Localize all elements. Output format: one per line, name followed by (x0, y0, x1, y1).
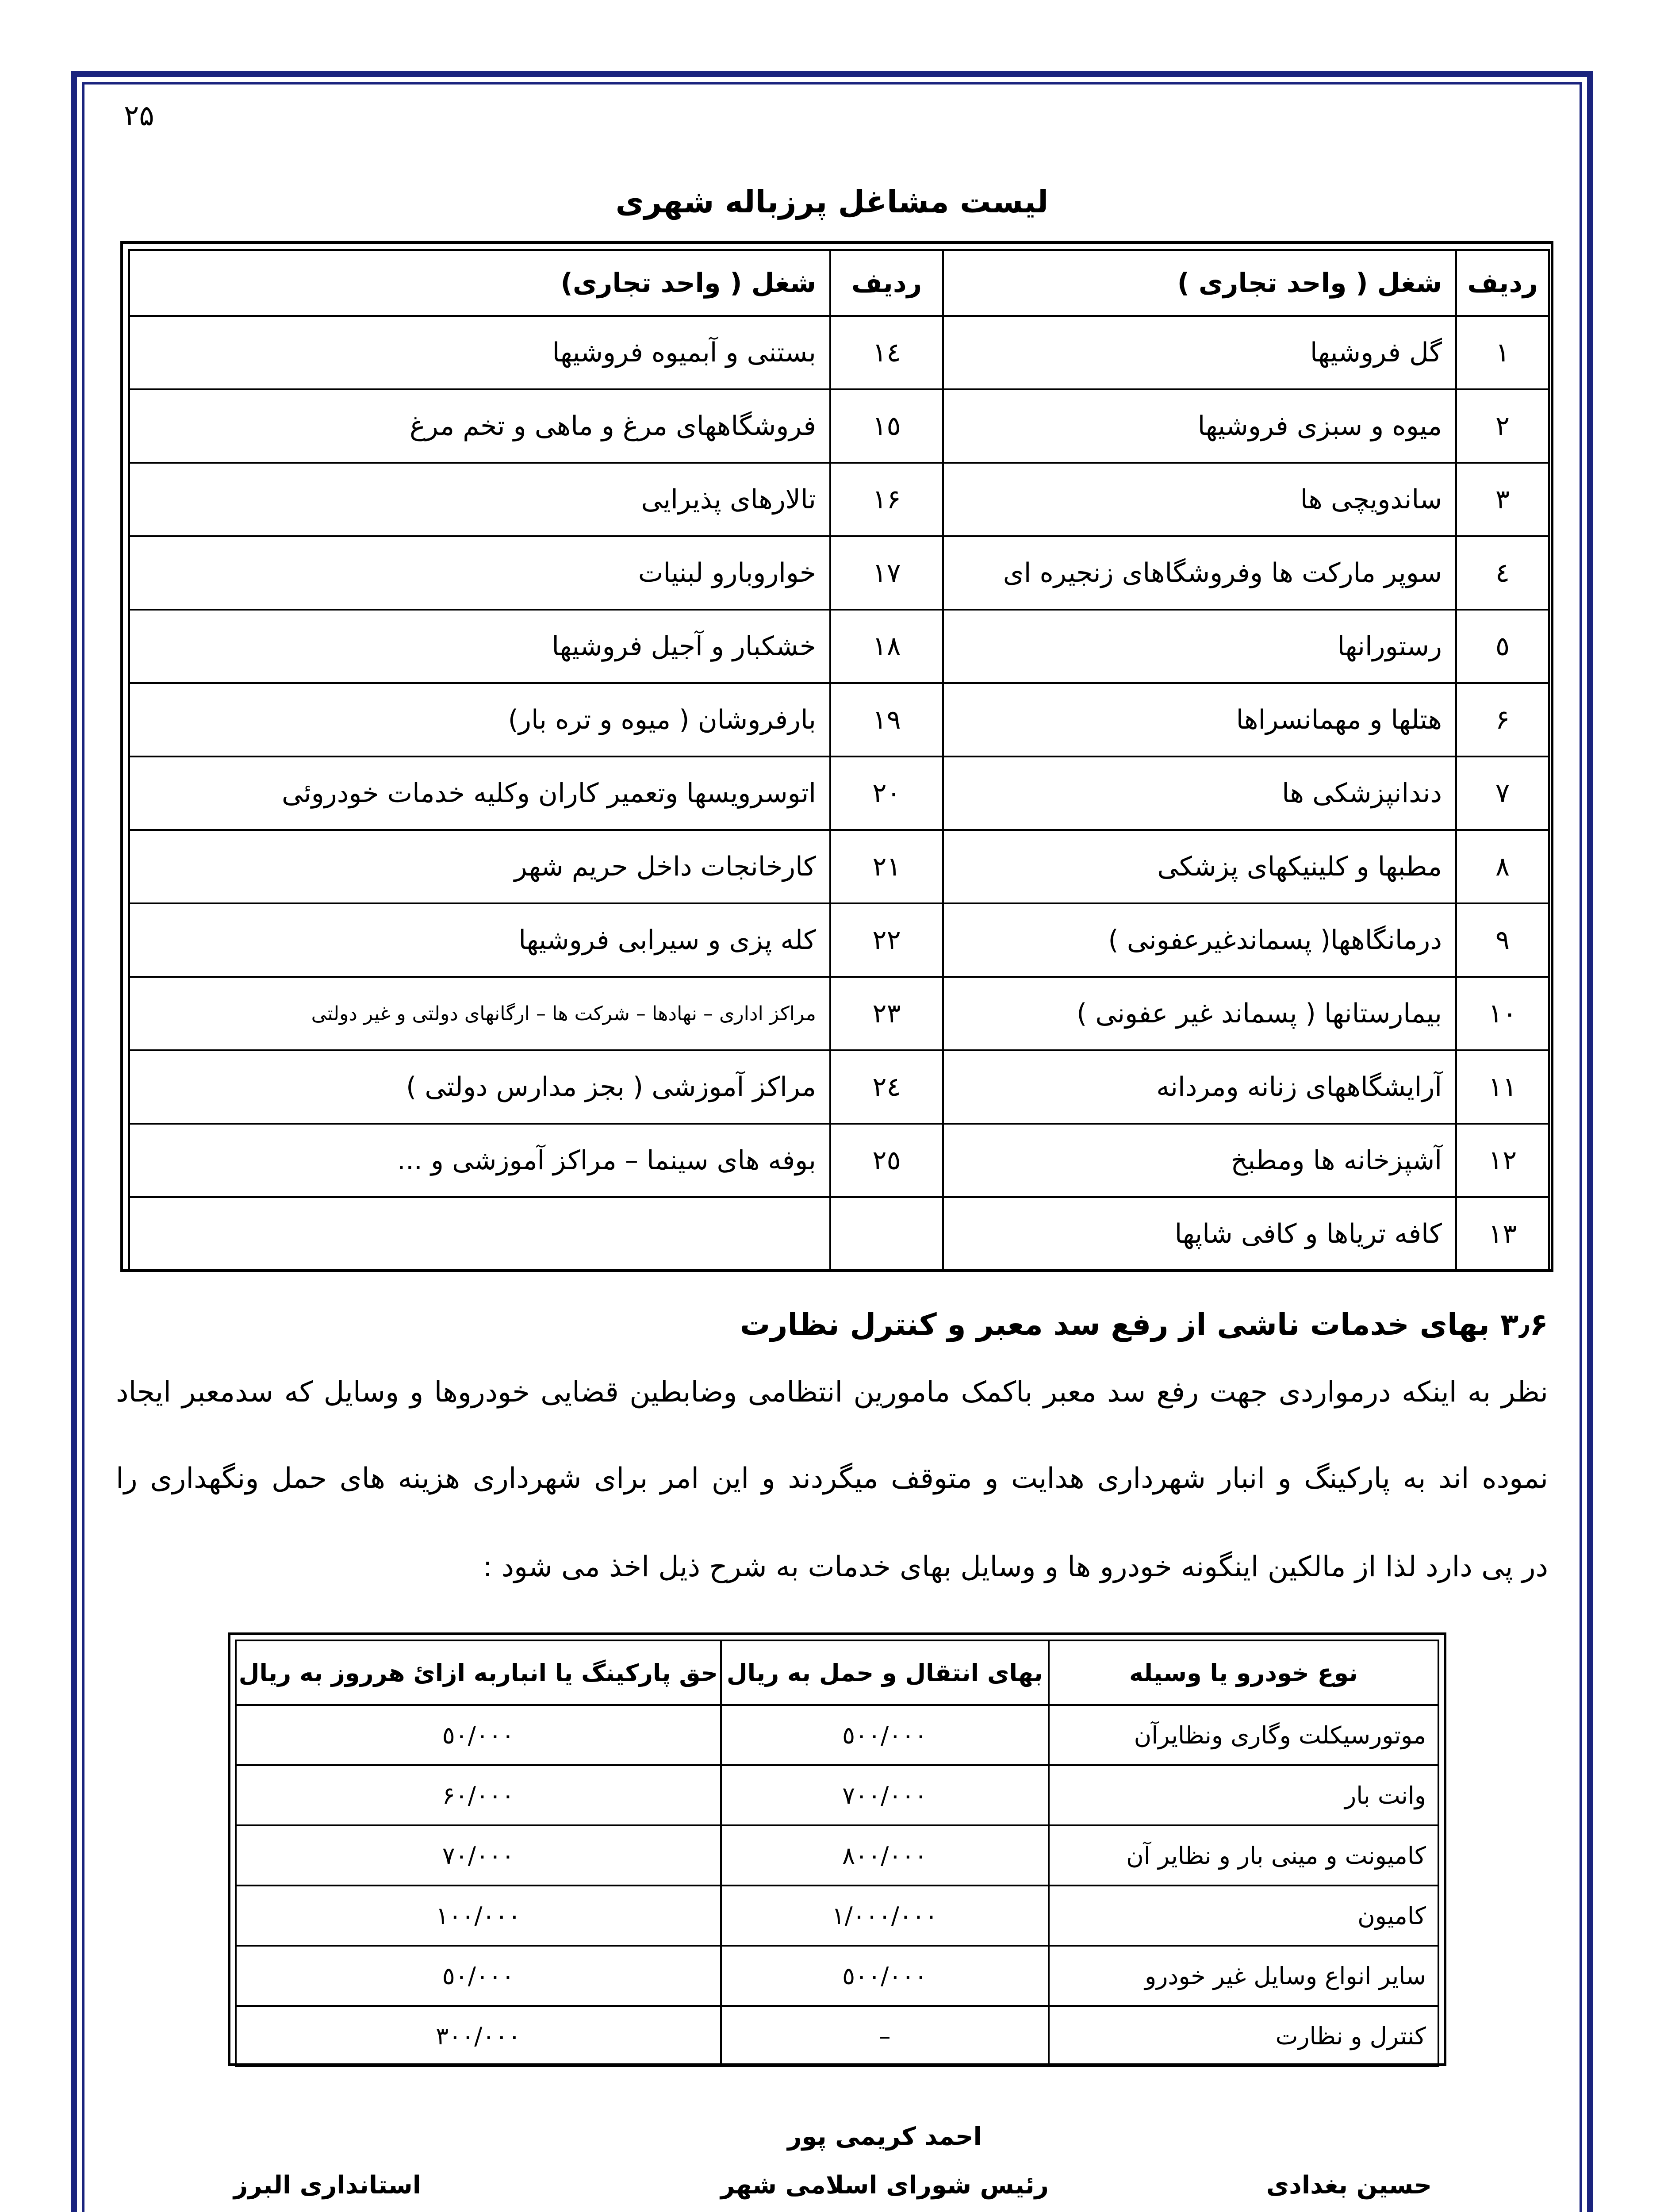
fees-table-frame (228, 1632, 1446, 2066)
row-number-right: ۱ (1456, 316, 1549, 389)
council-name: احمد کریمی پور (787, 2122, 982, 2151)
occupation-left: بستنی و آبمیوه فروشیها (129, 316, 830, 389)
row-number-right: ۱۲ (1456, 1124, 1549, 1197)
occupation-right: آشپزخانه ها ومطبخ (943, 1124, 1456, 1197)
occupations-table-row (129, 903, 1549, 977)
header-transport-fee: بهای انتقال و حمل به ریال (721, 1640, 1049, 1705)
occupations-header-row (129, 250, 1549, 316)
council-city (663, 2210, 1106, 2212)
occupations-table-row (129, 1197, 1549, 1271)
occupation-left (129, 1197, 830, 1271)
fees-table-row (236, 1825, 1438, 1886)
row-number-left: ۱۸ (830, 610, 943, 683)
row-number-right: ۳ (1456, 463, 1549, 536)
header-occupation-left: شغل ( واحد تجاری) (129, 250, 830, 316)
fees-table-row (236, 1946, 1438, 2006)
row-number-left: ۱۶ (830, 463, 943, 536)
parking-fee-cell: ۷۰/۰۰۰ (236, 1825, 721, 1886)
mayor-role (1194, 2210, 1504, 2212)
occupation-left: فروشگاههای مرغ و ماهی و تخم مرغ (129, 389, 830, 463)
occupations-table-row (129, 830, 1549, 903)
fees-table-row (236, 1886, 1438, 1946)
row-number-left: ۲٥ (830, 1124, 943, 1197)
occupation-left: تالارهای پذیرایی (129, 463, 830, 536)
occupation-left: خواروبارو لبنیات (129, 536, 830, 610)
row-number-right: ۱۳ (1456, 1197, 1549, 1271)
section-paragraph-line: در پی دارد لذا از مالکین اینگونه خودرو ها و وسایل بهای خدمات به شرح ذیل اخذ می شود : (483, 1551, 1548, 1583)
row-number-right: ۲ (1456, 389, 1549, 463)
occupation-left: مراکز اداری – نهادها – شرکت ها – ارگانهای دولتی و غیر دولتی (129, 977, 830, 1050)
vehicle-type-cell: موتورسیکلت وگاری ونظایرآن (1049, 1705, 1438, 1765)
signature-mayor (1194, 2161, 1504, 2212)
occupation-left: کارخانجات داخل حریم شهر (129, 830, 830, 903)
parking-fee-cell: ٥۰/۰۰۰ (236, 1946, 721, 2006)
occupation-left: بوفه های سینما – مراکز آموزشی و ... (129, 1124, 830, 1197)
occupation-left: بارفروشان ( میوه و تره بار) (129, 683, 830, 757)
row-number-left: ۱۹ (830, 683, 943, 757)
row-number-right: ۱۰ (1456, 977, 1549, 1050)
row-number-right: ۷ (1456, 757, 1549, 830)
occupations-table-row (129, 977, 1549, 1050)
transport-fee-cell: ۷۰۰/۰۰۰ (721, 1765, 1049, 1825)
occupations-table-title: لیست مشاغل پرزباله شهری (615, 184, 1049, 220)
transport-fee-cell: ٥۰۰/۰۰۰ (721, 1705, 1049, 1765)
occupation-left: مراکز آموزشی ( بجز مدارس دولتی ) (129, 1050, 830, 1124)
parking-fee-cell: ۶۰/۰۰۰ (236, 1765, 721, 1825)
occupation-left: خشکبار و آجیل فروشیها (129, 610, 830, 683)
occupations-table-row (129, 1124, 1549, 1197)
occupation-right: مطبها و کلینیکهای پزشکی (943, 830, 1456, 903)
vehicle-type-cell: کامیون (1049, 1886, 1438, 1946)
header-vehicle-type: نوع خودرو یا وسیله (1049, 1640, 1438, 1705)
vehicle-type-cell: کنترل و نظارت (1049, 2006, 1438, 2066)
occupations-table-row (129, 683, 1549, 757)
occupation-right: آرایشگاههای زنانه ومردانه (943, 1050, 1456, 1124)
row-number-right: ۱۱ (1456, 1050, 1549, 1124)
occupation-right: درمانگاهها( پسماندغیرعفونی ) (943, 903, 1456, 977)
row-number-left: ۲۰ (830, 757, 943, 830)
row-number-left: ۲۳ (830, 977, 943, 1050)
signature-council (663, 2112, 1106, 2212)
row-number-right: ۸ (1456, 830, 1549, 903)
row-number-left: ۲۲ (830, 903, 943, 977)
occupations-table-row (129, 316, 1549, 389)
occupations-table-row (129, 1050, 1549, 1124)
row-number-left: ۲٤ (830, 1050, 943, 1124)
occupations-table-row (129, 610, 1549, 683)
row-number-left: ۱۷ (830, 536, 943, 610)
occupations-table (128, 249, 1550, 1271)
fees-header-row (236, 1640, 1438, 1705)
occupation-right: رستورانها (943, 610, 1456, 683)
occupation-right: بیمارستانها ( پسماند غیر عفونی ) (943, 977, 1456, 1050)
occupations-table-row (129, 536, 1549, 610)
header-row-number-right: ردیف (1456, 250, 1549, 316)
parking-fee-cell: ۱۰۰/۰۰۰ (236, 1886, 721, 1946)
section-title: ۳٫۶ بهای خدمات ناشی از رفع سد معبر و کنترل نظارت (740, 1307, 1548, 1342)
occupation-right: میوه و سبزی فروشیها (943, 389, 1456, 463)
vehicle-type-cell: سایر انواع وسایل غیر خودرو (1049, 1946, 1438, 2006)
page-number: ۲۵ (124, 100, 154, 132)
transport-fee-cell: ۱/۰۰۰/۰۰۰ (721, 1886, 1049, 1946)
fees-table-row (236, 1765, 1438, 1825)
occupations-table-row (129, 757, 1549, 830)
row-number-right: ۹ (1456, 903, 1549, 977)
vehicle-type-cell: کامیونت و مینی بار و نظایر آن (1049, 1825, 1438, 1886)
row-number-right: ٥ (1456, 610, 1549, 683)
governorate-name: استانداری البرز (234, 2171, 421, 2200)
occupation-right: گل فروشیها (943, 316, 1456, 389)
row-number-right: ۶ (1456, 683, 1549, 757)
row-number-left: ۱٥ (830, 389, 943, 463)
occupation-right: کافه تریاها و کافی شاپها (943, 1197, 1456, 1271)
parking-fee-cell: ۳۰۰/۰۰۰ (236, 2006, 721, 2066)
occupation-right: دندانپزشکی ها (943, 757, 1456, 830)
transport-fee-cell: ۸۰۰/۰۰۰ (721, 1825, 1049, 1886)
council-role: رئیس شورای اسلامی شهر (721, 2171, 1049, 2200)
vehicle-type-cell: وانت بار (1049, 1765, 1438, 1825)
occupation-right: هتلها و مهمانسراها (943, 683, 1456, 757)
signature-governorate (195, 2161, 460, 2210)
occupations-table-row (129, 389, 1549, 463)
mayor-name: حسین بغدادی (1266, 2171, 1432, 2200)
header-occupation-right: شغل ( واحد تجاری ) (943, 250, 1456, 316)
header-row-number-left: ردیف (830, 250, 943, 316)
fees-table (235, 1640, 1439, 2067)
section-paragraph-line: نموده اند به پارکینگ و انبار شهرداری هدایت و متوقف میگردند و این امر برای شهرداری هزینه های حمل ونگهداری را (116, 1462, 1548, 1495)
occupation-right: ساندویچی ها (943, 463, 1456, 536)
row-number-left: ۲۱ (830, 830, 943, 903)
occupations-table-row (129, 463, 1549, 536)
section-paragraph-line: نظر به اینکه درمواردی جهت رفع سد معبر باکمک مامورین انتظامی وضابطین قضایی خودروها و وسایل که سدمعبر ایجاد (116, 1376, 1548, 1409)
fees-table-row (236, 2006, 1438, 2066)
row-number-left (830, 1197, 943, 1271)
parking-fee-cell: ٥۰/۰۰۰ (236, 1705, 721, 1765)
occupation-left: اتوسرویسها وتعمیر کاران وکلیه خدمات خودروئی (129, 757, 830, 830)
occupations-table-frame (120, 241, 1553, 1272)
transport-fee-cell: – (721, 2006, 1049, 2066)
transport-fee-cell: ٥۰۰/۰۰۰ (721, 1946, 1049, 2006)
occupation-left: کله پزی و سیرابی فروشیها (129, 903, 830, 977)
occupation-right: سوپر مارکت ها وفروشگاهای زنجیره ای (943, 536, 1456, 610)
row-number-right: ٤ (1456, 536, 1549, 610)
row-number-left: ۱٤ (830, 316, 943, 389)
fees-table-row (236, 1705, 1438, 1765)
header-parking-fee: حق پارکینگ یا انباربه ازائ هرروز به ریال (236, 1640, 721, 1705)
